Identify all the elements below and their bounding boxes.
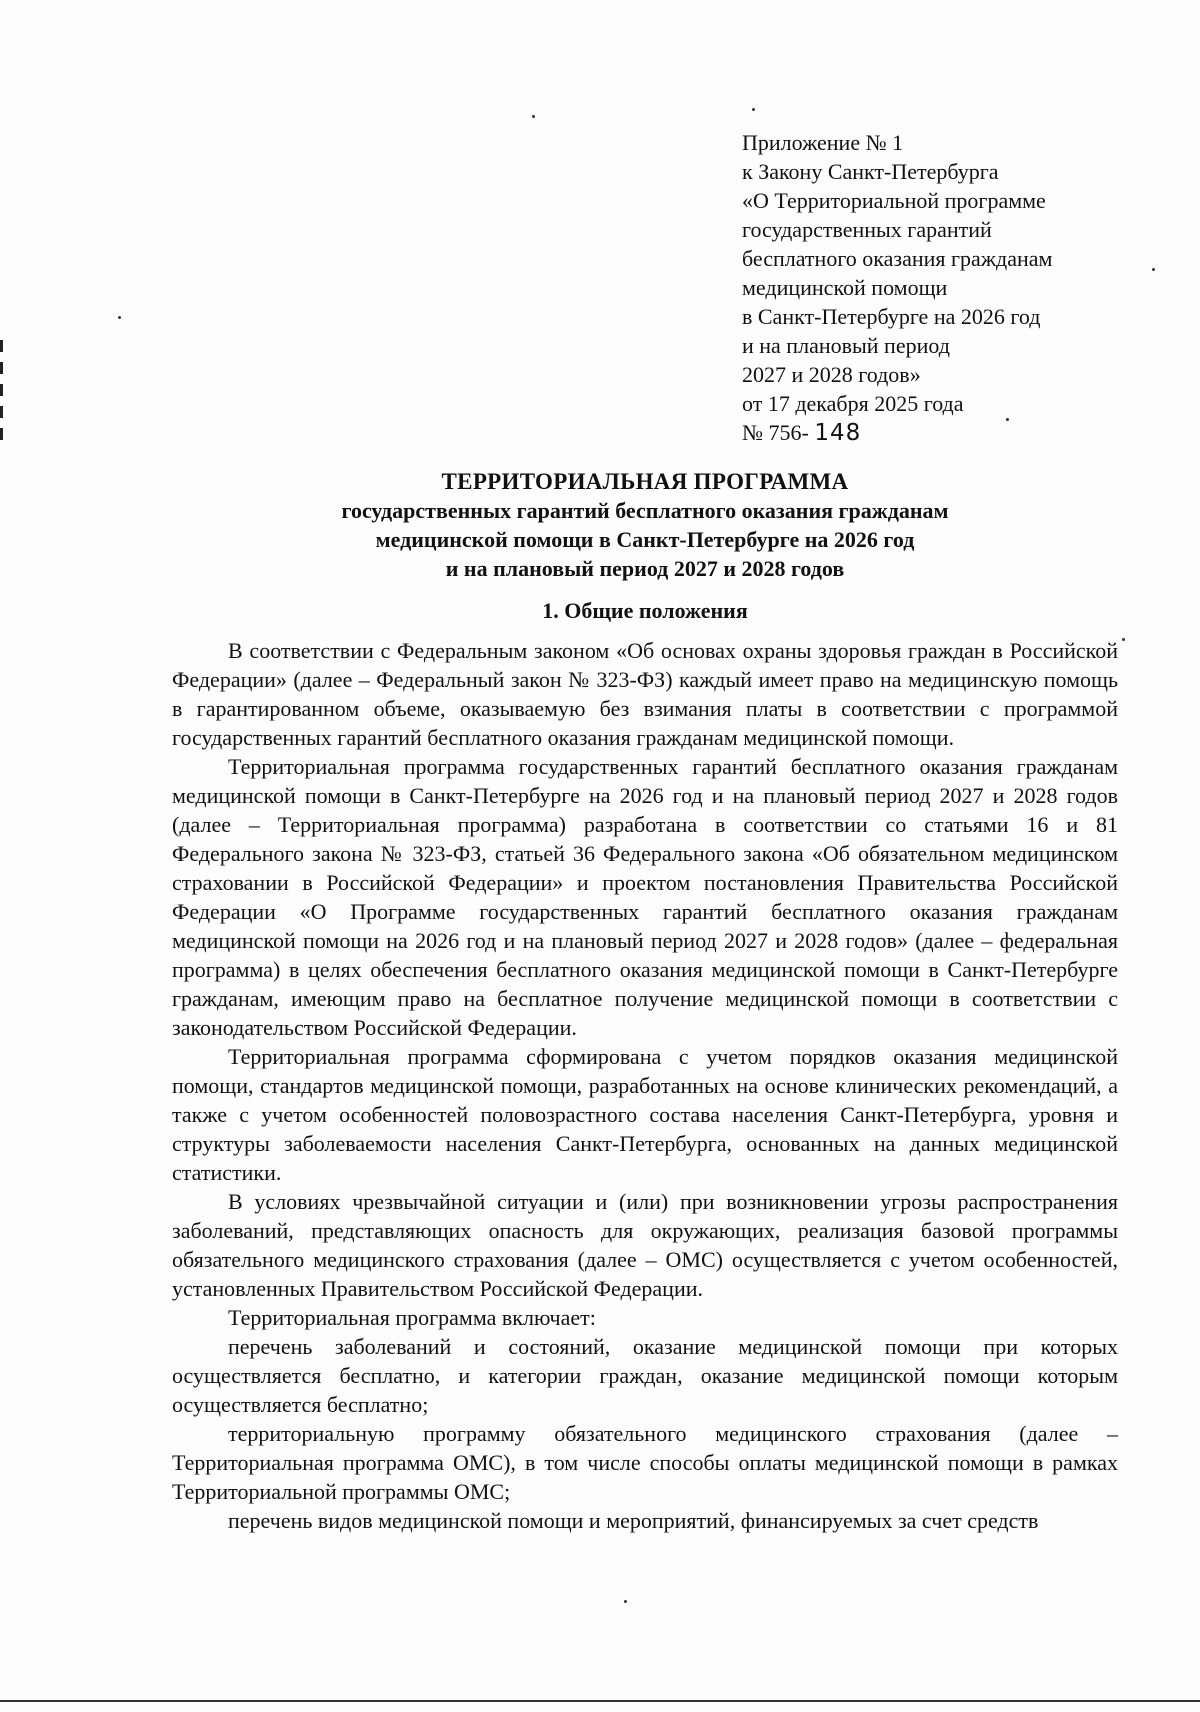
- paragraph: В условиях чрезвычайной ситуации и (или) при возникновении угрозы распространения заболеваний, представляющих опасность для окружающих, реализация базовой программы обязательного медицинского страхования (далее – ОМС) осуществляется с учетом особенностей, установленных Правительством Российской Федерации.: [172, 1189, 1118, 1301]
- appendix-line: государственных гарантий: [742, 217, 992, 242]
- scan-bottom-edge: [0, 1700, 1200, 1702]
- scan-speck: [752, 108, 755, 111]
- scan-speck: [1122, 638, 1125, 641]
- appendix-line: 2027 и 2028 годов»: [742, 362, 921, 387]
- appendix-line: бесплатного оказания гражданам: [742, 246, 1053, 271]
- section-body: [172, 636, 1118, 1535]
- appendix-line: в Санкт-Петербурге на 2026 год: [742, 304, 1041, 329]
- program-title-line: и на плановый период 2027 и 2028 годов: [445, 556, 845, 581]
- program-title-line: государственных гарантий бесплатного оказания гражданам: [341, 498, 949, 523]
- appendix-line: Приложение № 1: [742, 130, 904, 155]
- section-heading: 1. Общие положения: [542, 598, 748, 623]
- scan-edge-marks: [0, 340, 3, 440]
- appendix-line: «О Территориальной программе: [742, 188, 1046, 213]
- law-number-handwritten: 148: [814, 420, 862, 446]
- scan-speck: [532, 115, 535, 118]
- scan-speck: [624, 1600, 627, 1603]
- program-title-line: медицинской помощи в Санкт-Петербурге на 2026 год: [375, 527, 915, 552]
- appendix-line: медицинской помощи: [742, 275, 948, 300]
- appendix-line: и на плановый период: [742, 333, 950, 358]
- paragraph: территориальную программу обязательного медицинского страхования (далее – Территориальная программа ОМС), в том числе способы оплаты медицинской помощи в рамках Территориальной программы ОМС;: [172, 1421, 1118, 1504]
- program-title-main: ТЕРРИТОРИАЛЬНАЯ ПРОГРАММА: [441, 469, 849, 494]
- paragraph: перечень заболеваний и состояний, оказание медицинской помощи при которых осуществляется бесплатно, и категории граждан, оказание медицинской помощи которым осуществляется бесплатно;: [172, 1334, 1118, 1417]
- program-title: [172, 467, 1118, 583]
- appendix-header: [742, 128, 1162, 448]
- paragraph: В соответствии с Федеральным законом «Об основах охраны здоровья граждан в Российской Федерации» (далее – Федеральный закон № 323-ФЗ) каждый имеет право на медицинскую помощь в гарантированном объеме, оказываемую без взимания платы в соответствии с программой государственных гарантий бесплатного оказания гражданам медицинской помощи.: [172, 638, 1118, 750]
- appendix-line: от 17 декабря 2025 года: [742, 391, 964, 416]
- scan-speck: [118, 316, 121, 319]
- paragraph: Территориальная программа включает:: [228, 1305, 596, 1330]
- law-number-prefix: № 756-: [742, 420, 809, 445]
- paragraph: Территориальная программа государственных гарантий бесплатного оказания гражданам медицинской помощи в Санкт-Петербурге на 2026 год и на плановый период 2027 и 2028 годов (далее – Территориальная программа) разработана в соответствии со статьями 16 и 81 Федерального закона № 323-ФЗ, статьей 36 Федерального закона «Об обязательном медицинском страховании в Российской Федерации» и проектом постановления Правительства Российской Федерации «О Программе государственных гарантий бесплатного оказания гражданам медицинской помощи на 2026 год и на плановый период 2027 и 2028 годов» (далее – федеральная программа) в целях обеспечения бесплатного оказания медицинской помощи в Санкт-Петербурге гражданам, имеющим право на бесплатное получение медицинской помощи в соответствии с законодательством Российской Федерации.: [172, 754, 1118, 1040]
- appendix-line: к Закону Санкт-Петербурга: [742, 159, 999, 184]
- appendix-number-line: [742, 418, 1162, 448]
- paragraph: перечень видов медицинской помощи и мероприятий, финансируемых за счет средств: [228, 1508, 1039, 1533]
- paragraph: Территориальная программа сформирована с учетом порядков оказания медицинской помощи, стандартов медицинской помощи, разработанных на основе клинических рекомендаций, а также с учетом особенностей половозрастного состава населения Санкт-Петербурга, уровня и структуры заболеваемости населения Санкт-Петербурга, основанных на данных медицинской статистики.: [172, 1044, 1118, 1185]
